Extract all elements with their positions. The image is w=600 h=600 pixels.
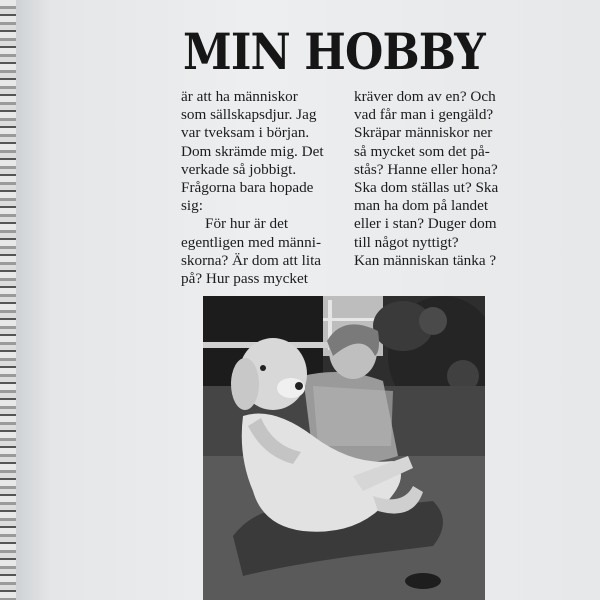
- text-line: på? Hur pass mycket: [181, 270, 308, 288]
- page-title: MIN HOBBY: [183, 22, 485, 81]
- text-line: skorna? Är dom att lita: [181, 251, 322, 269]
- text-line: till något nyttigt?: [354, 233, 459, 251]
- text-line: Dom skrämde mig. Det: [181, 142, 324, 160]
- text-line: vad får man i gengäld?: [354, 106, 494, 124]
- text-line: verkade så jobbigt.: [181, 160, 297, 178]
- text-line: man ha dom på landet: [354, 197, 489, 215]
- text-line: stås? Hanne eller hona?: [354, 160, 498, 178]
- text-line: så mycket som det på-: [354, 142, 490, 160]
- text-column-left: [181, 88, 356, 288]
- text-line: som sällskapsdjur. Jag: [181, 106, 317, 124]
- text-line: eller i stan? Duger dom: [354, 215, 497, 233]
- photo-man-with-dog: [203, 296, 485, 600]
- text-line: var tveksam i början.: [181, 124, 310, 142]
- text-column-right: [354, 88, 529, 270]
- text-line: Ska dom ställas ut? Ska: [354, 179, 499, 197]
- text-line: är att ha människor: [181, 88, 298, 105]
- text-line: Skräpar människor ner: [354, 124, 493, 142]
- text-line: sig:: [181, 197, 203, 215]
- text-line: Kan människan tänka ?: [354, 251, 497, 269]
- text-line: Frågorna bara hopade: [181, 179, 314, 197]
- text-line: egentligen med männi-: [181, 233, 322, 251]
- text-line: kräver dom av en? Och: [354, 88, 496, 105]
- text-line: För hur är det: [205, 215, 289, 233]
